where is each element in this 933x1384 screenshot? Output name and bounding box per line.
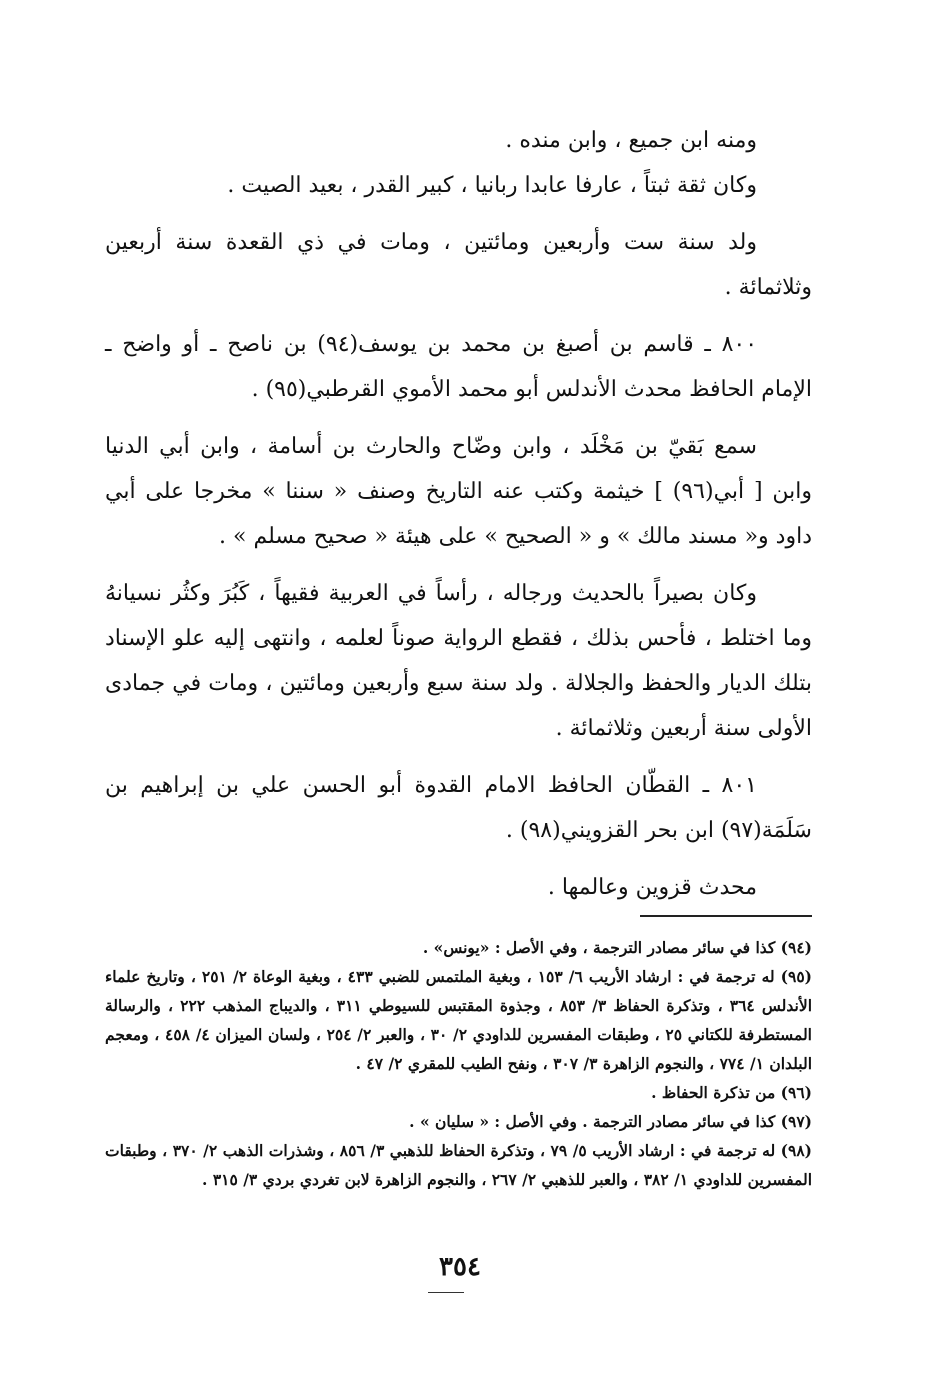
paragraph-5: سمع بَقيّ بن مَخْلَد ، وابن وضّاح والحارث بن أسامة ، وابن أبي الدنيا وابن [ أبي(٩٦) ] خيثمة وكتب عنه التاريخ وصنف « سننا » مخرجا على أبي داود و« مسند مالك » و « الصحيح » على هيئة « صحيح مسلم » . (105, 434, 812, 549)
paragraph-2: وكان ثقة ثبتاً ، عارفا عابدا ربانيا ، كبير القدر ، بعيد الصيت . (227, 173, 757, 198)
paragraph-8: محدث قزوين وعالمها . (547, 875, 757, 900)
footnote-94: (٩٤) كذا في سائر مصادر الترجمة ، وفي الأصل : «يونس» . (422, 938, 812, 957)
main-text (105, 118, 812, 910)
entry-800-heading: ٨٠٠ ـ قاسم بن أصبغ بن محمد بن يوسف(٩٤) بن ناصح ـ أو واضح ـ الإمام الحافظ محدث الأندلس أبو محمد الأموي القرطبي(٩٥) . (105, 332, 812, 402)
paragraph-1: ومنه ابن جميع ، وابن منده . (505, 128, 757, 153)
footnote-96: (٩٦) من تذكرة الحفاظ . (651, 1083, 812, 1102)
entry-801-heading: ٨٠١ ـ القطّان الحافظ الامام القدوة أبو الحسن علي بن إبراهيم بن سَلَمَة(٩٧) ابن بحر القزويني(٩٨) . (105, 773, 812, 843)
footnote-95: (٩٥) له ترجمة في : ارشاد الأريب ٦/ ١٥٣ ، وبغية الملتمس للضبي ٤٣٣ ، وبغية الوعاة ٢/ ٢٥١ ، وتاريخ علماء الأندلس ٣٦٤ ، وتذكرة الحفاظ ٣/ ٨٥٣ ، وجذوة المقتبس للسيوطي ٣١١ ، والديباج المذهب ٢٢٢ ، والرسالة المستطرفة للكتاني ٢٥ ، وطبقات المفسرين للداودي ٢/ ٣٠ ، والعبر ٢/ ٢٥٤ ، ولسان الميزان ٤/ ٤٥٨ ، ومعجم البلدان ١/ ٧٧٤ ، والنجوم الزاهرة ٣/ ٣٠٧ ، ونفح الطيب للمقري ٢/ ٤٧ . (105, 967, 813, 1073)
footnote-divider (640, 915, 812, 917)
paragraph-6: وكان بصيراً بالحديث ورجاله ، رأساً في العربية فقيهاً ، كَبُرَ وكثُر نسيانهُ وما اختلط ، فأحس بذلك ، فقطع الرواية صوناً لعلمه ، وانتهى إليه علو الإسناد بتلك الديار والحفظ والجلالة . ولد سنة سبع وأربعين ومائتين ، ومات في جمادى الأولى سنة أربعين وثلاثمائة . (105, 581, 812, 741)
paragraph-3: ولد سنة ست وأربعين ومائتين ، ومات في ذي القعدة سنة أربعين وثلاثمائة . (105, 230, 812, 300)
page-number-underline (428, 1292, 464, 1293)
footnotes (105, 933, 812, 1194)
footnote-97: (٩٧) كذا في سائر مصادر الترجمة . وفي الأصل : « سليان » . (409, 1112, 812, 1131)
footnote-98: (٩٨) له ترجمة في : ارشاد الأريب ٥/ ٧٩ ، وتذكرة الحفاظ للذهبي ٣/ ٨٥٦ ، وشذرات الذهب ٢/ ٣٧٠ ، وطبقات المفسرين للداودي ١/ ٣٨٢ ، والعبر للذهبي ٢/ ٢٦٧ ، والنجوم الزاهرة لابن تغردي بردي ٣/ ٣١٥ . (105, 1141, 813, 1189)
page-number: ٣٥٤ (439, 1252, 481, 1282)
